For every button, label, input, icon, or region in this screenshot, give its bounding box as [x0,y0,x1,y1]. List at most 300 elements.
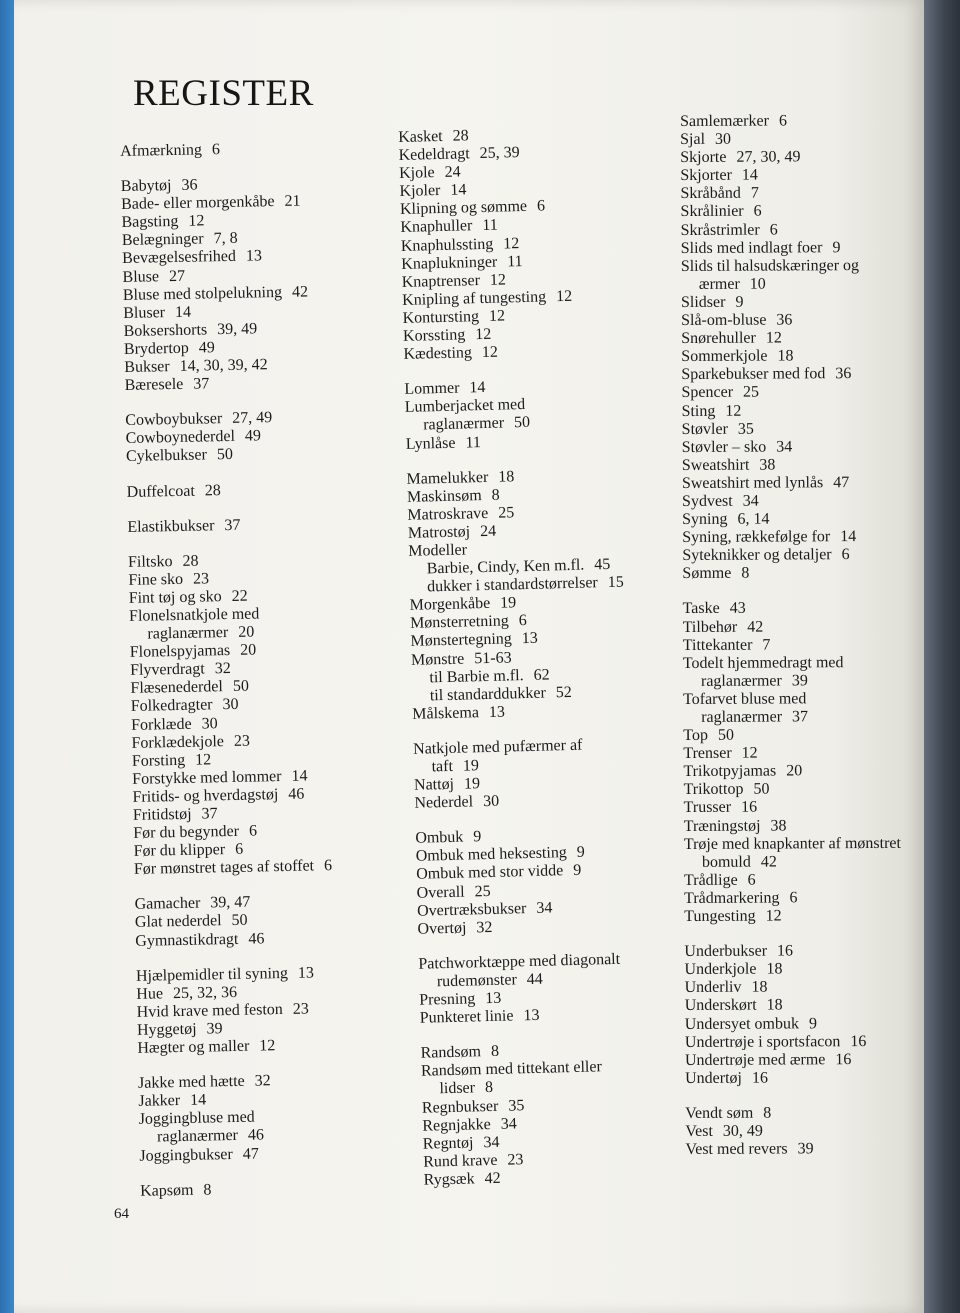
index-page-ref: 12 [259,1037,276,1055]
index-term: Regntøj [422,1134,474,1153]
index-term: Underliv [684,979,742,997]
index-term: Elastikbukser [127,516,215,536]
index-entry [120,137,410,161]
index-page-ref: 9 [808,1014,818,1032]
index-page-ref: 46 [247,1126,265,1145]
index-term: Skjorte [680,148,727,167]
index-term: Flæsenederdel [130,678,224,698]
index-term: Bade- eller morgenkåbe [121,193,275,214]
index-entry [680,130,925,149]
index-page-ref: 14 [469,379,486,397]
index-term: Lumberjacket med [404,396,526,417]
index-term: Maskinsøm [406,486,482,506]
index-entry [680,166,925,185]
index-page-ref: 16 [835,1050,852,1068]
index-page-ref: 13 [488,703,506,721]
index-page-ref: 6 [841,546,850,564]
index-entry [682,492,927,511]
index-group [128,548,424,879]
index-page-ref: 25 [474,882,491,900]
index-page-ref: 6 [789,889,798,907]
index-group [683,599,930,926]
index-entry [683,780,928,799]
index-page-ref: 6 [753,203,762,221]
index-page-ref: 52 [555,683,572,702]
index-entry [680,148,925,167]
index-term: Hægter og maller [137,1037,250,1057]
index-entry [685,1140,930,1159]
index-entry [681,383,926,402]
index-term: Sparkebukser med fod [681,365,826,384]
index-page-ref: 6 [536,197,546,215]
index-page-ref: 6 [518,612,527,630]
index-term: Hjælpemidler til syning [135,964,289,985]
page-title: REGISTER [133,73,314,114]
index-term: Bukser [124,358,170,376]
index-page-ref: 39 [791,672,808,690]
index-term: Syning [682,510,728,529]
index-page-ref: 21 [284,192,301,211]
index-term: raglanærmer [700,672,782,690]
index-group [415,823,708,939]
index-page-ref: 62 [533,666,550,684]
index-page-ref: 20 [238,623,255,641]
index-page-ref: 10 [749,275,766,293]
index-group [120,137,410,161]
index-term: Rund krave [423,1151,498,1171]
index-page-ref: 9 [832,238,841,256]
index-term: Patchworktæppe med diagonalt [418,950,621,973]
index-entry [681,220,926,239]
index-term: Modeller [408,541,468,560]
index-entry [681,347,926,366]
index-entry [681,238,926,257]
index-page-ref: 50 [753,780,770,798]
index-term: Hue [136,985,164,1003]
index-term: Kædesting [403,344,473,364]
index-page-ref: 50 [216,446,234,464]
index-term: Før mønstret tages af stoffet [133,857,315,879]
index-entry [683,599,928,618]
index-term: Trikottop [683,781,744,799]
index-term: Tofarvet bluse med [683,690,807,708]
index-term: Mønstre [410,650,465,669]
index-page-ref: 14 [291,767,308,785]
index-page-ref: 25 [498,504,515,522]
index-term: Mønsterretning [409,612,509,633]
index-page-ref: 42 [760,853,777,871]
index-entry [685,978,930,997]
index-term: Sømme [682,565,732,583]
index-page-ref: 18 [498,467,515,486]
index-page-ref: 50 [513,414,531,432]
index-page-ref: 49 [198,339,215,357]
index-page-ref: 14 [189,1091,207,1110]
index-term: Før du begynder [133,822,240,842]
index-term: Kapsøm [139,1181,194,1200]
index-page-ref: 25 [742,383,760,402]
index-page-ref: 27, 49 [232,409,273,428]
index-page-ref: 6 [747,871,756,889]
index-entry [684,871,929,890]
index-term: Filtsko [127,552,173,571]
index-term: Top [683,726,708,745]
index-page-ref: 34 [776,438,793,456]
index-term: Skråbånd [680,185,741,203]
index-page-ref: 12 [475,325,492,344]
index-page-ref: 8 [741,564,750,583]
index-page-ref: 36 [181,176,198,194]
index-term: raglanærmer [156,1127,239,1146]
index-page-ref: 6 [769,221,778,239]
index-term: Målskema [412,704,480,723]
index-term: Korssting [402,326,466,345]
index-page-ref: 16 [751,1069,768,1087]
index-term: Knaptrenser [401,271,481,291]
index-page-ref: 12 [488,307,506,325]
index-entry [684,816,929,835]
index-page-ref: 49 [244,427,262,445]
index-group [406,463,702,723]
index-term: Fritidstøj [132,805,192,824]
index-column-1 [120,137,431,1217]
index-subentry [683,708,928,727]
index-term: Cowboybukser [125,410,223,430]
index-page-ref: 8 [203,1181,212,1199]
index-entry [683,635,928,654]
index-page-ref: 14 [840,528,857,546]
index-term: bomuld [701,853,751,871]
index-term: Cowboynederdel [125,428,236,448]
index-term: Boksershorts [123,321,208,340]
index-term: Barbie, Cindy, Ken m.fl. [426,556,585,578]
index-page-ref: 28 [182,552,199,570]
index-page-ref: 14 [741,166,758,184]
index-term: Forklædekjole [131,732,225,752]
index-term: Natkjole med pufærmer af [412,736,583,758]
index-term: Tittekanter [682,636,753,654]
index-page-ref: 14, 30, 39, 42 [179,356,268,375]
index-term: Rygsæk [423,1170,475,1189]
index-page-ref: 23 [192,570,210,588]
index-term: Sting [681,402,716,420]
index-term: Fine sko [128,570,184,589]
index-page-ref: 37 [224,516,241,534]
index-entry [140,1177,430,1201]
index-entry [685,1050,930,1069]
index-term: Matrostøj [407,523,471,542]
index-term: Lynlåse [405,434,456,453]
index-term: Bluse [122,267,160,286]
index-page-ref: 11 [482,217,498,235]
index-page-ref: 19 [499,594,517,612]
index-term: Vendt søm [685,1104,754,1122]
index-term: Trikotpyjamas [683,762,777,781]
index-entry [682,419,927,438]
index-subentry [684,852,929,871]
index-term: Knaplukninger [401,253,498,273]
index-term: Fritids- og hverdagstøj [132,785,279,806]
index-page-ref: 37 [193,375,210,393]
index-term: Syteknikker og detaljer [682,546,832,565]
index-group [680,112,927,584]
index-page-ref: 30 [201,714,218,733]
index-page-ref: 35 [737,420,754,438]
index-page-ref: 45 [594,556,611,574]
index-term: Afmærkning [120,141,203,160]
index-page-ref: 12 [188,212,205,230]
index-page-ref: 8 [490,1043,500,1061]
index-entry [682,546,927,565]
index-group [127,478,417,502]
index-term: Folkedragter [130,696,213,716]
index-term: Ombuk med heksesting [415,844,568,866]
index-term: Bagsting [121,213,179,232]
index-term: Spencer [681,384,734,402]
index-page-ref: 34 [483,1133,500,1151]
index-page-ref: 6 [248,822,258,840]
index-page-ref: 8 [484,1079,494,1097]
index-term: Tilbehør [682,618,738,636]
index-page-ref: 50 [232,677,250,696]
index-group [404,374,696,453]
index-page-ref: 12 [481,343,499,362]
index-entry [682,528,927,547]
index-page-ref: 13 [523,1006,540,1025]
index-entry [682,474,927,493]
index-page-ref: 24 [444,163,461,182]
index-page-ref: 27 [168,267,186,285]
index-page-ref: 46 [248,929,265,948]
index-term: Bæresele [124,375,184,395]
index-term: Flyverdragt [129,660,205,680]
index-term: lidser [439,1079,476,1098]
index-term: Duffelcoat [126,482,195,501]
index-group [685,1104,930,1160]
index-term: Glat nederdel [134,912,222,932]
index-page-ref: 13 [521,630,539,648]
index-entry [682,510,927,529]
index-term: Underskørt [684,997,757,1015]
index-page-ref: 44 [526,970,544,989]
index-term: Forstykke med lommer [132,767,282,788]
index-page-ref: 25, 32, 36 [172,983,238,1002]
index-term: Forsting [131,751,186,770]
index-term: Underkjole [684,960,757,979]
index-page-ref: 7 [762,636,771,654]
index-term: Overtøj [417,919,467,938]
index-page-ref: 13 [297,964,315,982]
index-entry [684,889,929,908]
index-entry [681,311,926,330]
index-term: raglanærmer [147,624,229,643]
index-term: Hvid krave med feston [136,1000,284,1021]
index-page-ref: 22 [231,587,248,605]
index-term: Hyggetøj [136,1020,197,1039]
index-term: Før du klipper [133,841,226,861]
index-term: Sommerkjole [681,347,768,366]
index-term: Sweatshirt [681,456,750,474]
index-page-ref: 47 [242,1145,259,1163]
index-page-ref: 14 [174,303,192,321]
index-page-ref: 18 [777,347,794,365]
index-page-ref: 30, 49 [722,1122,763,1140]
index-page-ref: 30 [714,130,732,148]
index-group [420,1038,713,1190]
index-term: Randsøm med tittekant eller [420,1058,603,1081]
index-page-ref: 25, 39 [479,144,520,163]
index-entry [684,960,929,979]
index-page-ref: 39, 47 [210,894,251,912]
index-term: Sjal [680,130,706,149]
index-page-ref: 9 [576,844,586,862]
index-term: Gymnastikdragt [135,930,239,950]
index-page-ref: 12 [503,234,520,253]
index-term: dukker i standardstørrelser [426,574,598,596]
index-group [140,1177,430,1201]
index-term: Ombuk med stor vidde [416,862,564,884]
index-term: Forklæde [131,715,192,734]
index-page-ref: 6 [323,857,333,875]
index-entry [127,478,417,502]
index-entry [683,744,928,763]
index-page-ref: 36 [776,311,793,329]
index-entry [683,690,928,709]
index-term: Tungesting [684,907,756,926]
index-entry [680,184,925,203]
index-page-ref: 38 [770,817,787,835]
index-term: Brydertop [123,339,189,358]
index-term: Undertøj [685,1069,742,1087]
index-term: Vest med revers [685,1140,788,1159]
index-term: Cykelbukser [125,446,208,466]
index-term: Vest [685,1122,713,1140]
index-term: Kedeldragt [398,145,470,165]
index-page-ref: 23 [233,732,251,750]
index-term: Undersyet ombuk [684,1014,800,1033]
index-page-ref: 18 [766,996,783,1014]
index-term: Skjorter [680,167,732,185]
index-page-ref: 30 [482,792,500,811]
index-group [684,942,930,1088]
index-entry [684,907,929,926]
index-page-ref: 42 [484,1169,501,1188]
index-page-ref: 50 [717,726,734,744]
index-term: taft [431,757,454,776]
index-entry [681,256,926,275]
index-term: Slids til halsudskæringer og [680,256,860,275]
index-page-ref: 32 [476,918,493,937]
index-term: Sweatshirt med lynlås [681,474,824,492]
index-term: Kjoler [399,182,441,201]
index-page-ref: 12 [195,751,212,769]
index-page-ref: 12 [555,287,573,306]
index-page-ref: 23 [292,1000,310,1018]
index-entry [683,617,928,636]
index-page-ref: 7, 8 [213,230,238,248]
index-term: Samlemærker [680,112,769,130]
index-term: Punkteret linie [419,1007,514,1027]
index-term: Træningstøj [683,817,761,835]
index-term: Joggingbluse med [138,1108,255,1129]
index-term: Randsøm [420,1043,482,1062]
index-entry [685,1014,930,1033]
index-term: Bluse med stolpelukning [122,283,283,304]
index-entry [684,942,929,961]
index-page-ref: 12 [489,271,507,289]
index-page-ref: 51-63 [474,648,512,667]
index-page-ref: 38 [759,456,776,474]
index-page-ref: 6 [778,112,787,130]
index-page-ref: 18 [751,978,768,996]
index-term: Belægninger [121,230,204,250]
index-page-ref: 39, 49 [216,320,258,339]
index-entry [684,834,929,853]
index-term: Jakker [138,1092,181,1111]
index-page-ref: 9 [735,293,744,311]
index-group [138,1069,430,1165]
index-term: Snørehuller [681,329,756,348]
index-term: Undertrøje med ærme [684,1050,826,1069]
index-group [134,891,425,951]
index-page-ref: 34 [742,492,759,510]
index-page-ref: 16 [850,1032,867,1050]
index-term: Taske [682,600,720,618]
index-page-ref: 50 [231,912,248,930]
index-page-ref: 18 [766,960,783,978]
index-term: Regnbukser [421,1097,499,1117]
index-term: Underbukser [684,942,768,961]
index-entry [681,329,926,348]
index-group [136,962,428,1058]
index-page-ref: 28 [452,127,469,145]
index-term: Nederdel [414,793,474,812]
index-page-ref: 7 [750,184,759,203]
index-page-ref: 27, 30, 49 [736,148,801,166]
index-entry [680,202,925,221]
index-term: raglanærmer [423,414,505,434]
index-page-ref: 36 [835,365,852,383]
index-entry [685,1032,930,1051]
index-page-ref: 11 [507,252,523,271]
index-page-ref: 13 [485,989,502,1008]
index-entry [683,762,928,781]
index-term: Skrålinier [680,203,744,221]
index-page-ref: 6, 14 [737,510,770,528]
index-term: Nattøj [413,775,455,794]
index-term: Overtræksbukser [416,899,527,920]
index-page-ref: 34 [500,1114,517,1133]
index-page-ref: 6 [211,141,221,159]
index-page-ref: 9 [573,862,582,880]
index-term: Babytøj [120,177,172,196]
index-term: Gamacher [134,894,201,914]
index-term: Trøje med knapkanter af mønstret [683,834,902,853]
index-term: Bevægelsesfrihed [122,248,237,268]
index-term: Knaphuller [400,217,473,237]
index-page-ref: 46 [288,785,305,803]
index-term: Kontursting [402,308,480,327]
index-term: Støvler – sko [681,438,767,456]
index-term: Matroskrave [407,504,489,524]
index-term: Knaphulssting [400,235,494,255]
index-column-2 [398,122,714,1207]
index-page-ref: 30 [222,696,239,714]
index-page-ref: 12 [741,744,758,762]
index-entry [685,1122,930,1141]
index-page-ref: 43 [729,600,746,618]
index-entry [682,455,927,474]
